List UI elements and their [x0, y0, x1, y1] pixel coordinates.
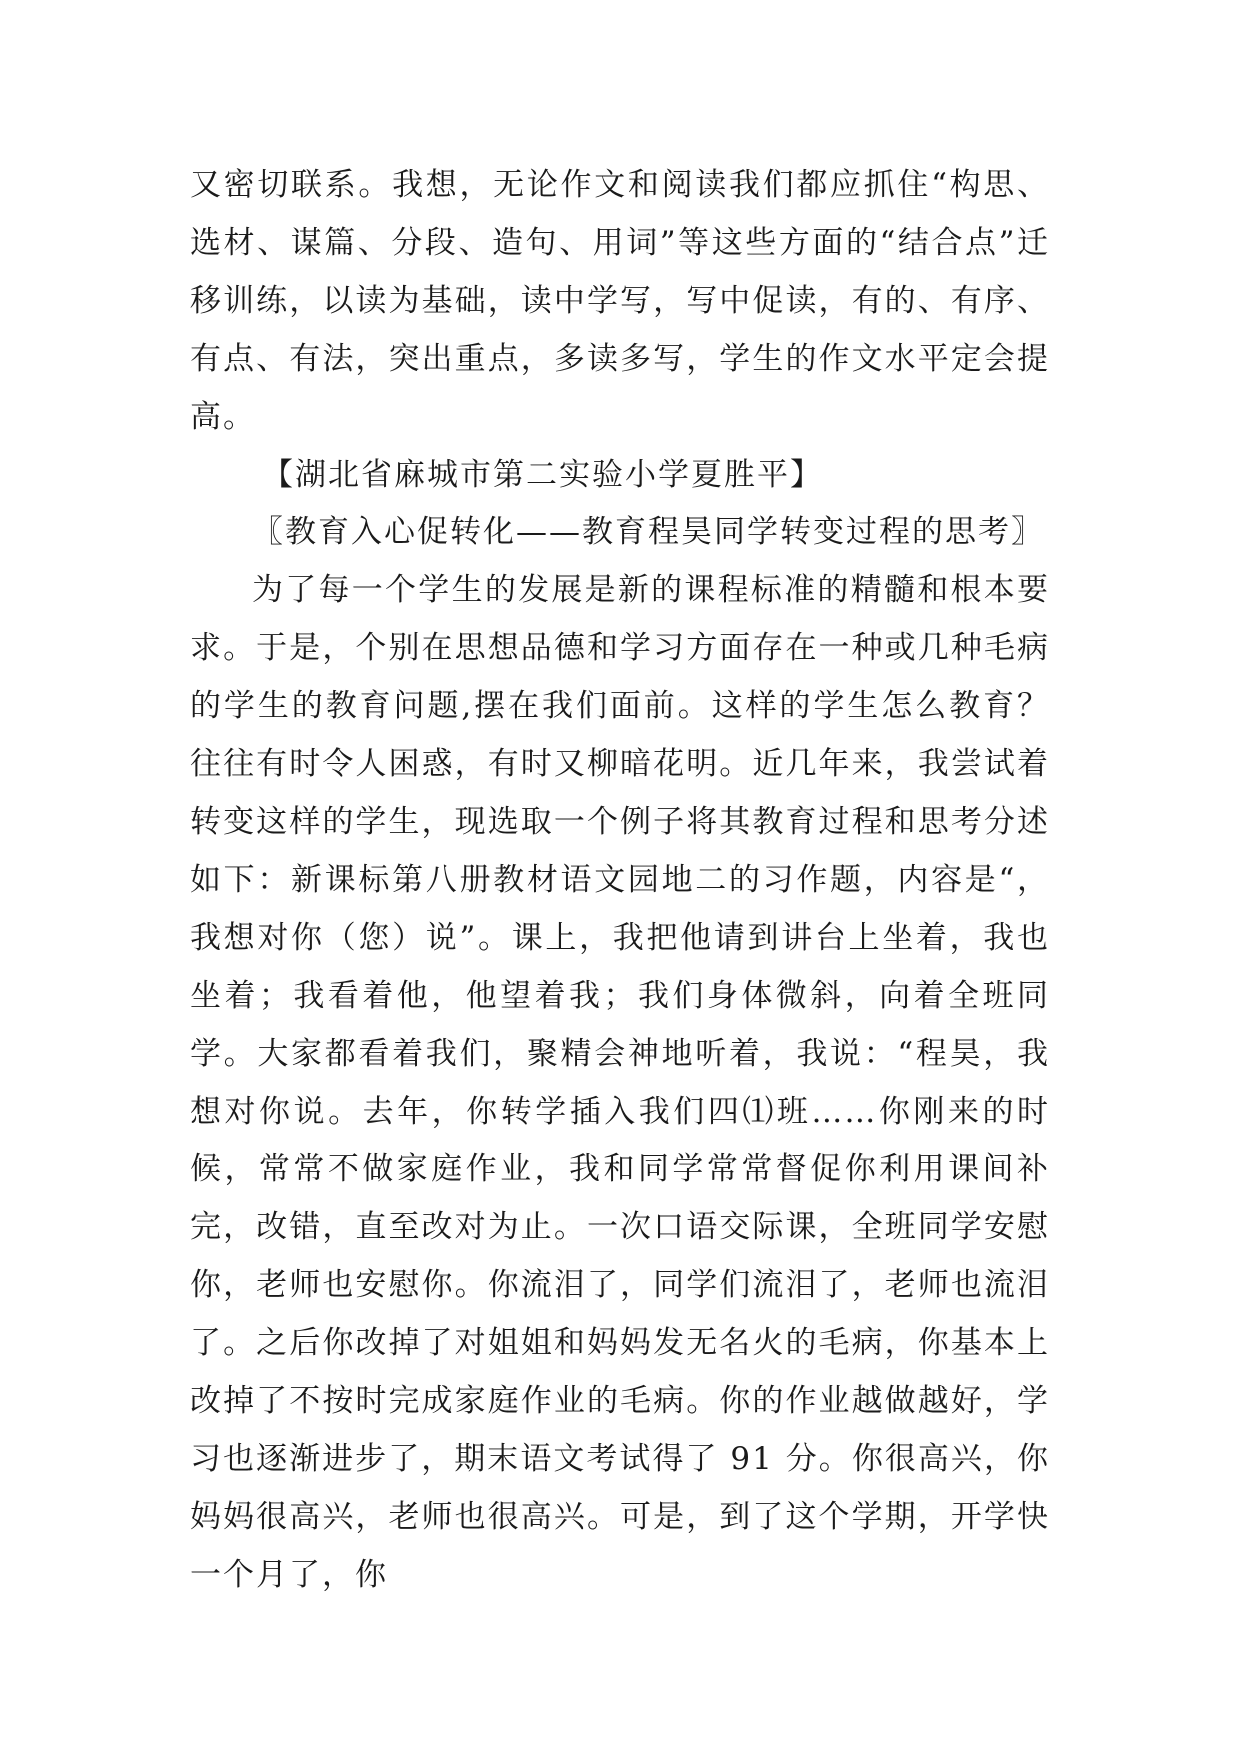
document-text: [190, 157, 1050, 1605]
paragraph-body: 为了每一个学生的发展是新的课程标准的精髓和根本要求。于是，个别在思想品德和学习方面存在一种或几种毛病的学生的教育问题,摆在我们面前。这样的学生怎么教育？往往有时令人困惑，有时又柳暗花明。近几年来，我尝试着转变这样的学生，现选取一个例子将其教育过程和思考分述如下：新课标第八册教材语文园地二的习作题，内容是“，我想对你（您）说”。课上，我把他请到讲台上坐着，我也坐着；我看着他，他望着我；我们身体微斜，向着全班同学。大家都看着我们，聚精会神地听着，我说：“程昊，我想对你说。去年，你转学插入我们四⑴班……你刚来的时候，常常不做家庭作业，我和同学常常督促你利用课间补完，改错，直至改对为止。一次口语交际课，全班同学安慰你，老师也安慰你。你流泪了，同学们流泪了，老师也流泪了。之后你改掉了对姐姐和妈妈发无名火的毛病，你基本上改掉了不按时完成家庭作业的毛病。你的作业越做越好，学习也逐渐进步了，期末语文考试得了 91 分。你很高兴，你妈妈很高兴，老师也很高兴。可是，到了这个学期，开学快一个月了，你: [190, 572, 1050, 1593]
paragraph-conclusion: 又密切联系。我想，无论作文和阅读我们都应抓住“构思、选材、谋篇、分段、造句、用词”等这些方面的“结合点”迁移训练，以读为基础，读中学写，写中促读，有的、有序、有点、有法，突出重点，多读多写，学生的作文水平定会提高。: [190, 167, 1050, 435]
article-title: 〖教育入心促转化——教育程昊同学转变过程的思考〗: [252, 514, 1044, 551]
author-line: 【湖北省麻城市第二实验小学夏胜平】: [262, 456, 823, 493]
